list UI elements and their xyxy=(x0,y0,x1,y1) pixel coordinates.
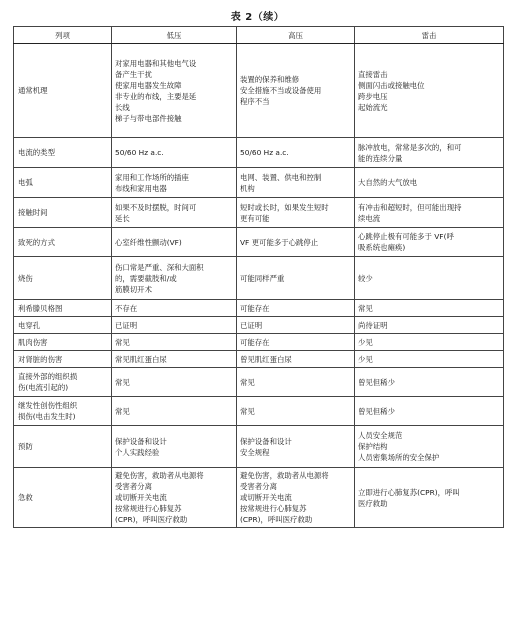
lightning-cell xyxy=(355,397,504,426)
cell-line: 长线 xyxy=(115,102,130,112)
cell-line: 常见 xyxy=(358,303,373,313)
cell-line: 尚待证明 xyxy=(358,320,388,330)
cell-line: 装置的保养和维修 xyxy=(240,75,300,84)
cell-line: 避免伤害，救助者从电源将 xyxy=(240,471,329,480)
cell-line: 电流的类型 xyxy=(18,148,55,157)
cell-line: 脉冲放电，常常是多次的，和可 xyxy=(358,142,462,152)
table-row xyxy=(14,426,504,468)
cell-line: 直接雷击 xyxy=(358,69,388,79)
cell-line: 常见 xyxy=(115,337,130,347)
cell-line: 能的连续分量 xyxy=(358,153,403,163)
cell-line: 通常机理 xyxy=(18,86,48,95)
cell-line: 起始流光 xyxy=(358,102,388,112)
cell-line: 或切断开关电流 xyxy=(240,493,292,502)
cell-line: 常见 xyxy=(115,406,130,416)
row-label xyxy=(14,368,112,397)
row-label xyxy=(14,138,112,168)
cell-line: 可能存在 xyxy=(240,337,270,347)
cell-line: 曾见肌红蛋白尿 xyxy=(240,354,292,364)
cell-line: 立即进行心肺复苏(CPR)，呼叫 xyxy=(358,487,460,497)
cell-line: 致死的方式 xyxy=(18,237,55,247)
high-voltage-cell xyxy=(237,300,355,317)
low-voltage-cell xyxy=(112,257,237,300)
cell-line: 机构 xyxy=(240,183,255,193)
low-voltage-cell xyxy=(112,368,237,397)
cell-line: 可能存在 xyxy=(240,303,270,313)
cell-line: 已证明 xyxy=(240,320,263,330)
cell-line: 电穿孔 xyxy=(18,320,41,330)
cell-line: 家用和工作场所的插座 xyxy=(115,172,189,182)
cell-line: 常见 xyxy=(115,377,130,387)
lightning-cell xyxy=(355,300,504,317)
lightning-cell xyxy=(355,468,504,528)
table-caption: 表 2（续） xyxy=(230,12,285,23)
cell-line: 非专业的布线，主要是延 xyxy=(115,91,197,101)
lightning-cell xyxy=(355,317,504,334)
cell-line: (CPR)，呼叫医疗救助 xyxy=(240,515,313,524)
cell-line: 已证明 xyxy=(115,320,138,330)
low-voltage-cell xyxy=(112,351,237,368)
cell-line: 安全措施不当或设备使用 xyxy=(240,86,322,95)
lightning-cell xyxy=(355,257,504,300)
cell-line: 常见 xyxy=(240,377,255,387)
cell-line: 人员安全规范 xyxy=(358,431,403,440)
table-row xyxy=(14,300,504,317)
header-row xyxy=(14,27,504,44)
high-voltage-cell xyxy=(237,257,355,300)
cell-line: 不存在 xyxy=(115,303,138,313)
table-row xyxy=(14,334,504,351)
row-label xyxy=(14,198,112,228)
table-row xyxy=(14,168,504,198)
row-label xyxy=(14,334,112,351)
low-voltage-cell xyxy=(112,138,237,168)
cell-line: 按常规进行心肺复苏 xyxy=(115,504,182,513)
cell-line: 医疗救助 xyxy=(358,498,388,508)
low-voltage-cell xyxy=(112,397,237,426)
cell-line: 心跳停止极有可能多于 VF(呼 xyxy=(358,232,454,241)
lightning-cell xyxy=(355,198,504,228)
cell-line: 吸系统也瘫痪) xyxy=(358,243,406,252)
cell-line: 布线和家用电器 xyxy=(115,183,167,193)
high-voltage-cell xyxy=(237,334,355,351)
cell-line: 人员密集场所的安全保护 xyxy=(358,453,440,462)
cell-line: 少见 xyxy=(358,337,373,347)
lightning-cell xyxy=(355,334,504,351)
cell-line: 保护结构 xyxy=(358,442,388,451)
high-voltage-cell xyxy=(237,426,355,468)
high-voltage-cell xyxy=(237,168,355,198)
lightning-cell xyxy=(355,351,504,368)
cell-line: 筋膜切开术 xyxy=(115,284,152,294)
comparison-table xyxy=(13,26,504,528)
cell-line: 如果不及时摆脱，时间可 xyxy=(115,202,197,212)
cell-line: 常见 xyxy=(240,406,255,416)
cell-line: 直接外部的组织损 xyxy=(18,372,78,381)
cell-line: 按常规进行心肺复苏 xyxy=(240,504,307,513)
cell-line: 延长 xyxy=(115,213,130,223)
cell-line: 曾见但稀少 xyxy=(358,377,395,387)
table-row xyxy=(14,44,504,138)
lightning-cell xyxy=(355,228,504,257)
low-voltage-cell xyxy=(112,198,237,228)
row-label xyxy=(14,257,112,300)
cell-line: 伤(电流引起的) xyxy=(18,383,69,392)
cell-line: 继发性创伤性组织 xyxy=(18,401,78,410)
lightning-cell xyxy=(355,44,504,138)
header-lightning: 雷击 xyxy=(355,27,504,44)
row-label xyxy=(14,300,112,317)
high-voltage-cell xyxy=(237,397,355,426)
table-row xyxy=(14,317,504,334)
cell-line: 电弧 xyxy=(18,178,33,187)
high-voltage-cell xyxy=(237,351,355,368)
lightning-cell xyxy=(355,426,504,468)
cell-line: 急救 xyxy=(18,493,33,502)
high-voltage-cell xyxy=(237,317,355,334)
cell-line: 短时或长时，如果发生短时 xyxy=(240,202,329,212)
cell-line: 对家用电器和其他电气设 xyxy=(115,58,197,68)
cell-line: 较少 xyxy=(358,273,373,283)
table-row xyxy=(14,138,504,168)
lightning-cell xyxy=(355,138,504,168)
cell-line: 保护设备和设计 xyxy=(240,436,292,446)
low-voltage-cell xyxy=(112,317,237,334)
low-voltage-cell xyxy=(112,468,237,528)
table-row xyxy=(14,468,504,528)
table-row xyxy=(14,228,504,257)
lightning-cell xyxy=(355,368,504,397)
cell-line: 少见 xyxy=(358,354,373,364)
low-voltage-cell xyxy=(112,228,237,257)
cell-line: 跨步电压 xyxy=(358,91,388,101)
table-row xyxy=(14,397,504,426)
cell-line: VF 更可能多于心跳停止 xyxy=(240,237,319,247)
cell-line: 伤口常是严重、深和大面积 xyxy=(115,262,204,272)
cell-line: 梯子与带电部件接触 xyxy=(115,113,182,123)
cell-line: 备产生干扰 xyxy=(115,69,152,79)
cell-line: 受害者分离 xyxy=(240,482,277,491)
row-label xyxy=(14,397,112,426)
cell-line: 或切断开关电流 xyxy=(115,493,167,502)
cell-line: 利希滕贝格图 xyxy=(18,303,63,313)
high-voltage-cell xyxy=(237,198,355,228)
cell-line: 肌肉伤害 xyxy=(18,337,48,347)
lightning-cell xyxy=(355,168,504,198)
cell-line: 侧面闪击或接触电位 xyxy=(358,80,425,90)
cell-line: 的，需要截肢和/或 xyxy=(115,273,177,283)
cell-line: 个人实践经验 xyxy=(115,447,160,457)
row-label xyxy=(14,228,112,257)
cell-line: 受害者分离 xyxy=(115,482,152,491)
low-voltage-cell xyxy=(112,334,237,351)
high-voltage-cell xyxy=(237,44,355,138)
cell-line: 电网、装置、供电和控制 xyxy=(240,172,322,182)
cell-line: 可能同样严重 xyxy=(240,273,285,283)
low-voltage-cell xyxy=(112,168,237,198)
cell-line: 50/60 Hz a.c. xyxy=(240,148,289,157)
cell-line: 曾见但稀少 xyxy=(358,406,395,416)
row-label xyxy=(14,468,112,528)
table-row xyxy=(14,257,504,300)
row-label xyxy=(14,426,112,468)
row-label xyxy=(14,44,112,138)
cell-line: 烧伤 xyxy=(18,273,33,283)
high-voltage-cell xyxy=(237,228,355,257)
cell-line: 常见肌红蛋白尿 xyxy=(115,354,167,364)
cell-line: 接触时间 xyxy=(18,208,48,217)
row-label xyxy=(14,168,112,198)
cell-line: 50/60 Hz a.c. xyxy=(115,148,164,157)
cell-line: 对肾脏的伤害 xyxy=(18,354,63,364)
cell-line: 损伤(电击发生时) xyxy=(18,412,76,421)
header-high-voltage: 高压 xyxy=(237,27,355,44)
table-row xyxy=(14,368,504,397)
cell-line: 有冲击和超短时，但可能出现持 xyxy=(358,202,462,212)
cell-line: 程序不当 xyxy=(240,97,270,106)
cell-line: 更有可能 xyxy=(240,213,270,223)
table-row xyxy=(14,198,504,228)
cell-line: 心室纤维性颤动(VF) xyxy=(115,237,182,247)
cell-line: (CPR)，呼叫医疗救助 xyxy=(115,515,188,524)
low-voltage-cell xyxy=(112,300,237,317)
cell-line: 避免伤害，救助者从电源将 xyxy=(115,471,204,480)
table-row xyxy=(14,351,504,368)
header-item: 列项 xyxy=(14,27,112,44)
cell-line: 预防 xyxy=(18,442,33,451)
high-voltage-cell xyxy=(237,368,355,397)
row-label xyxy=(14,317,112,334)
high-voltage-cell xyxy=(237,138,355,168)
low-voltage-cell xyxy=(112,44,237,138)
low-voltage-cell xyxy=(112,426,237,468)
cell-line: 保护设备和设计 xyxy=(115,436,167,446)
cell-line: 大自然的大气放电 xyxy=(358,178,418,187)
row-label xyxy=(14,351,112,368)
high-voltage-cell xyxy=(237,468,355,528)
cell-line: 使家用电器发生故障 xyxy=(115,80,182,90)
cell-line: 安全规程 xyxy=(240,447,270,457)
cell-line: 续电流 xyxy=(358,213,381,223)
header-low-voltage: 低压 xyxy=(112,27,237,44)
